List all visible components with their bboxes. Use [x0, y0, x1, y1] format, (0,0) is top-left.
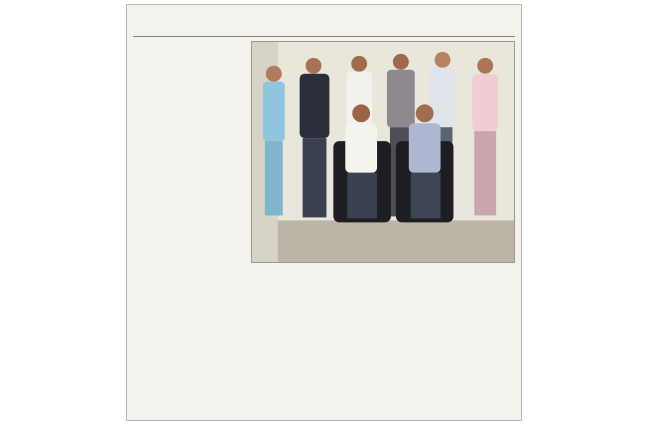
photo-floor — [252, 220, 514, 262]
person-standing-6 — [472, 58, 498, 216]
person-standing-2 — [300, 58, 330, 218]
newspaper-clipping — [126, 4, 522, 421]
article-column-right — [255, 268, 515, 414]
person-standing-1 — [263, 66, 285, 216]
headline — [133, 9, 515, 33]
headline-rule — [133, 36, 515, 37]
article-photo — [251, 41, 515, 263]
group-photo-illustration — [252, 42, 514, 262]
article-column-left — [135, 43, 247, 413]
